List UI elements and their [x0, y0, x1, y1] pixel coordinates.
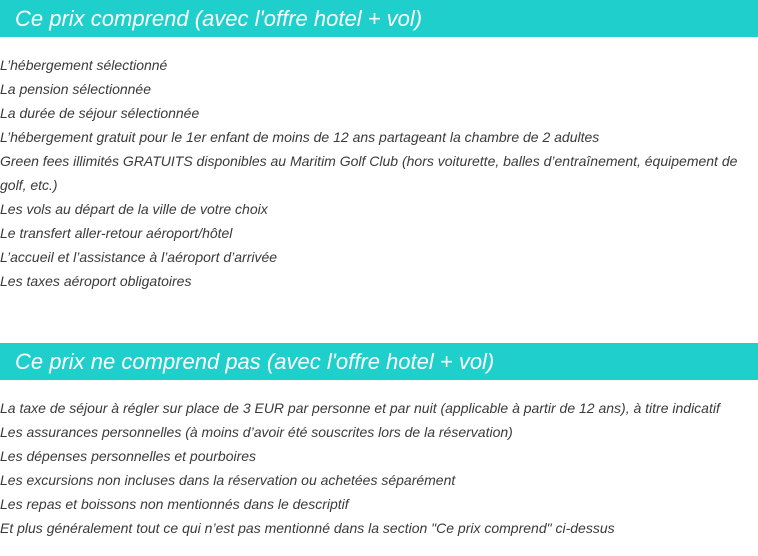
included-section-title: Ce prix comprend (avec l'offre hotel + vol): [0, 0, 758, 37]
list-item: La pension sélectionnée: [0, 81, 152, 97]
excluded-list: [0, 396, 756, 540]
list-item: L’accueil et l’assistance à l’aéroport d’arrivée: [0, 249, 278, 265]
excluded-section-title: Ce prix ne comprend pas (avec l'offre hotel + vol): [0, 343, 758, 380]
list-item: Et plus généralement tout ce qui n’est pas mentionné dans la section "Ce prix comprend" ci-dessus: [0, 520, 615, 536]
list-item: Les dépenses personnelles et pourboires: [0, 448, 257, 464]
list-item: La taxe de séjour à régler sur place de 3 EUR par personne et par nuit (applicable à partir de 12 ans), à titre indicatif: [0, 400, 720, 416]
list-item: Les excursions non incluses dans la réservation ou achetées séparément: [0, 472, 456, 488]
list-item: L’hébergement sélectionné: [0, 57, 168, 73]
list-item: Green fees illimités GRATUITS disponibles au Maritim Golf Club (hors voiturette, balles d’entraînement, équipement de golf, etc.): [0, 153, 738, 193]
list-item: La durée de séjour sélectionnée: [0, 105, 200, 121]
list-item: Les vols au départ de la ville de votre choix: [0, 201, 268, 217]
list-item: Les repas et boissons non mentionnés dans le descriptif: [0, 496, 349, 512]
included-list: [0, 53, 756, 293]
list-item: Les taxes aéroport obligatoires: [0, 273, 192, 289]
list-item: L’hébergement gratuit pour le 1er enfant de moins de 12 ans partageant la chambre de 2 adultes: [0, 129, 600, 145]
list-item: Les assurances personnelles (à moins d’avoir été souscrites lors de la réservation): [0, 424, 513, 440]
list-item: Le transfert aller-retour aéroport/hôtel: [0, 225, 233, 241]
